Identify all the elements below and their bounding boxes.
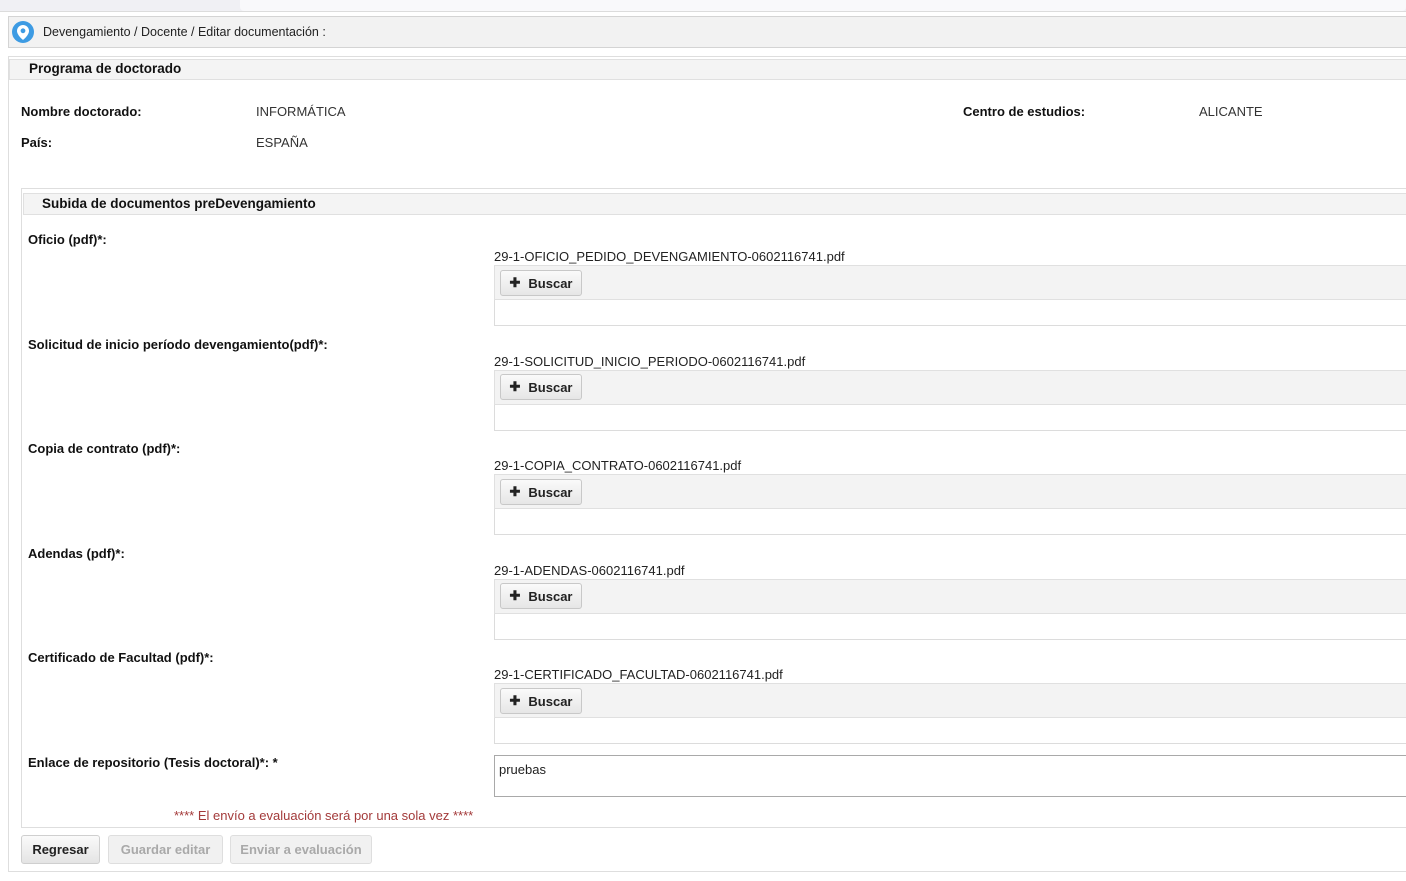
adendas-label: Adendas (pdf)*: — [28, 546, 125, 561]
breadcrumb — [8, 16, 1406, 48]
buscar-label: Buscar — [528, 588, 573, 604]
centro-estudios-label: Centro de estudios: — [963, 104, 1086, 119]
contrato-upload-bar — [494, 474, 1406, 509]
certificado-buscar-button[interactable] — [500, 688, 582, 714]
browser-address-strip — [0, 0, 1406, 12]
plus-icon: ✚ — [509, 588, 521, 603]
solicitud-buscar-button[interactable] — [500, 374, 582, 400]
contrato-file-list — [494, 509, 1406, 535]
repositorio-input[interactable]: pruebas — [494, 755, 1406, 797]
regresar-button[interactable]: Regresar — [21, 835, 100, 864]
solicitud-label: Solicitud de inicio período devengamiento(pdf)*: — [28, 337, 328, 352]
buscar-label: Buscar — [528, 379, 573, 395]
pais-value: ESPAÑA — [256, 135, 308, 150]
address-bar[interactable] — [240, 0, 1406, 11]
oficio-file-name: 29-1-OFICIO_PEDIDO_DEVENGAMIENTO-0602116741.pdf — [494, 249, 845, 264]
contrato-buscar-button[interactable] — [500, 479, 582, 505]
adendas-file-name: 29-1-ADENDAS-0602116741.pdf — [494, 563, 685, 578]
program-panel-header — [9, 59, 1406, 80]
guardar-editar-button[interactable]: Guardar editar — [108, 835, 223, 864]
upload-panel-title: Subida de documentos preDevengamiento — [42, 196, 316, 211]
oficio-buscar-button[interactable] — [500, 270, 582, 296]
solicitud-file-list — [494, 405, 1406, 431]
program-panel-title: Programa de doctorado — [29, 61, 182, 76]
adendas-upload-bar — [494, 579, 1406, 614]
solicitud-file-name: 29-1-SOLICITUD_INICIO_PERIODO-0602116741.pdf — [494, 354, 806, 369]
plus-icon: ✚ — [509, 379, 521, 394]
submission-notice: **** El envío a evaluación será por una sola vez **** — [174, 808, 474, 823]
plus-icon: ✚ — [509, 693, 521, 708]
centro-estudios-value: ALICANTE — [1199, 104, 1263, 119]
certificado-file-name: 29-1-CERTIFICADO_FACULTAD-0602116741.pdf — [494, 667, 783, 682]
repositorio-label: Enlace de repositorio (Tesis doctoral)*: * — [28, 755, 278, 770]
contrato-label: Copia de contrato (pdf)*: — [28, 441, 181, 456]
oficio-file-list — [494, 300, 1406, 326]
adendas-buscar-button[interactable] — [500, 583, 582, 609]
pais-label: País: — [21, 135, 53, 150]
certificado-label: Certificado de Facultad (pdf)*: — [28, 650, 214, 665]
nombre-doctorado-label: Nombre doctorado: — [21, 104, 142, 119]
buscar-label: Buscar — [528, 693, 573, 709]
certificado-upload-bar — [494, 683, 1406, 718]
nombre-doctorado-value: INFORMÁTICA — [256, 104, 346, 119]
certificado-file-list — [494, 718, 1406, 744]
location-pin-icon — [12, 21, 34, 43]
plus-icon: ✚ — [509, 484, 521, 499]
solicitud-upload-bar — [494, 370, 1406, 405]
buscar-label: Buscar — [528, 275, 573, 291]
adendas-file-list — [494, 614, 1406, 640]
oficio-label: Oficio (pdf)*: — [28, 232, 107, 247]
enviar-evaluacion-button[interactable]: Enviar a evaluación — [230, 835, 372, 864]
oficio-upload-bar — [494, 265, 1406, 300]
plus-icon: ✚ — [509, 275, 521, 290]
contrato-file-name: 29-1-COPIA_CONTRATO-0602116741.pdf — [494, 458, 742, 473]
buscar-label: Buscar — [528, 484, 573, 500]
breadcrumb-text: Devengamiento / Docente / Editar documentación : — [43, 25, 326, 39]
